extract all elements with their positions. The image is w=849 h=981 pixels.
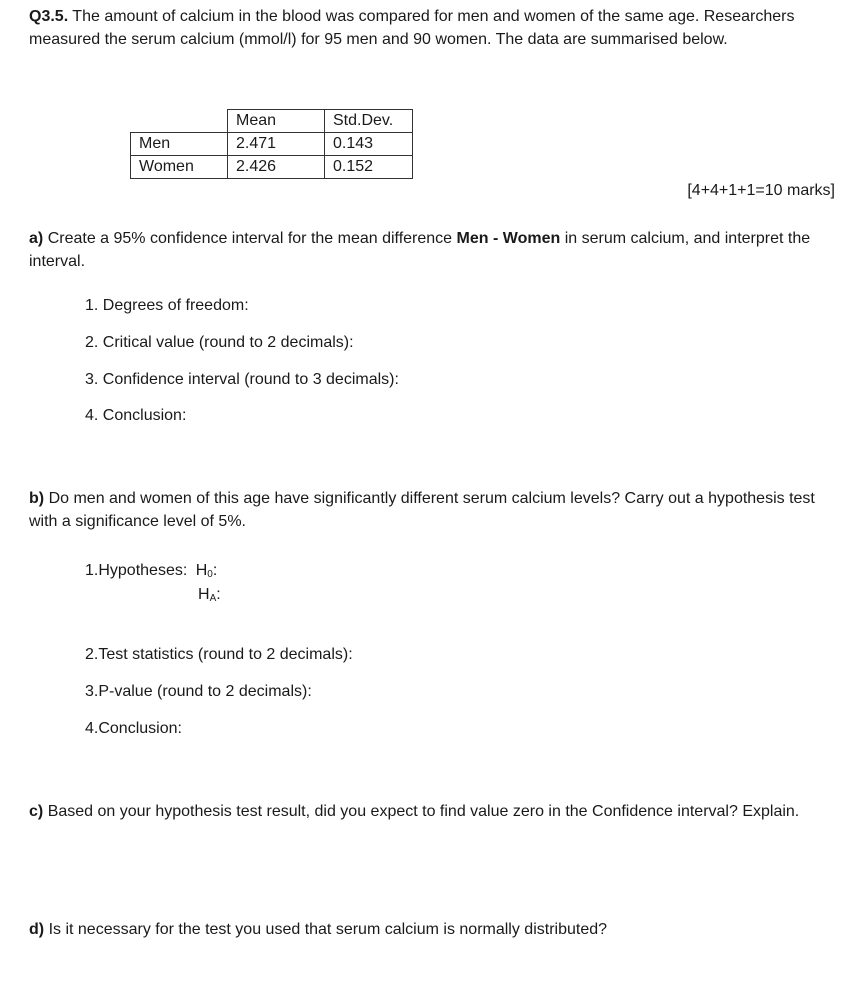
part-d-label: d)	[29, 921, 45, 938]
question-intro	[29, 5, 829, 51]
part-a-item-conclusion: 4. Conclusion:	[85, 407, 187, 424]
ha-symbol: HA:	[198, 586, 221, 604]
part-c-label: c)	[29, 803, 44, 820]
table-header-row	[131, 110, 413, 133]
part-a-label: a)	[29, 230, 44, 247]
part-a-bold-text: Men - Women	[456, 230, 561, 247]
question-intro-text: The amount of calcium in the blood was compared for men and women of the same age. Researchers measured the serum calcium (mmol/l) for 95 men and 90 women. The data are summarised below.	[29, 8, 795, 48]
question-number: Q3.5.	[29, 8, 69, 25]
hypotheses-label: 1.Hypotheses:	[85, 562, 188, 579]
table-cell-mean: 2.426	[228, 156, 325, 179]
part-a-prompt	[29, 227, 829, 273]
part-d-prompt	[29, 918, 829, 941]
part-b-item-p-value: 3.P-value (round to 2 decimals):	[85, 683, 312, 700]
part-a-text-2: in serum calcium, and interpret the interval.	[29, 230, 811, 270]
part-b-text: Do men and women of this age have significantly different serum calcium levels? Carry out a hypothesis test with a significance level of 5%.	[29, 490, 815, 530]
part-d-text: Is it necessary for the test you used that serum calcium is normally distributed?	[48, 921, 608, 938]
table-cell-sd: 0.152	[325, 156, 413, 179]
table-header-blank	[131, 110, 228, 133]
table-cell-sd: 0.143	[325, 133, 413, 156]
part-a-item-critical-value: 2. Critical value (round to 2 decimals):	[85, 334, 354, 351]
summary-table	[130, 109, 413, 179]
table-row	[131, 156, 413, 179]
part-b-item-test-statistic: 2.Test statistics (round to 2 decimals):	[85, 646, 353, 663]
h0-symbol: H0:	[195, 562, 218, 580]
table-row	[131, 133, 413, 156]
part-c-prompt	[29, 800, 829, 823]
marks-allocation: [4+4+1+1=10 marks]	[687, 182, 835, 199]
table-row-label: Men	[131, 133, 228, 156]
part-a-item-confidence-interval: 3. Confidence interval (round to 3 decimals):	[85, 371, 399, 388]
part-a-text-1: Create a 95% confidence interval for the mean difference	[47, 230, 453, 247]
part-c-text: Based on your hypothesis test result, did you expect to find value zero in the Confidence interval? Explain.	[47, 803, 800, 820]
part-b-item-conclusion: 4.Conclusion:	[85, 720, 182, 737]
table-cell-mean: 2.471	[228, 133, 325, 156]
table-header-mean: Mean	[228, 110, 325, 133]
part-b-prompt	[29, 487, 829, 533]
part-a-item-df: 1. Degrees of freedom:	[85, 297, 249, 314]
table-row-label: Women	[131, 156, 228, 179]
part-b-label: b)	[29, 490, 45, 507]
part-b-hypotheses	[85, 561, 217, 583]
table-header-sd: Std.Dev.	[325, 110, 413, 133]
